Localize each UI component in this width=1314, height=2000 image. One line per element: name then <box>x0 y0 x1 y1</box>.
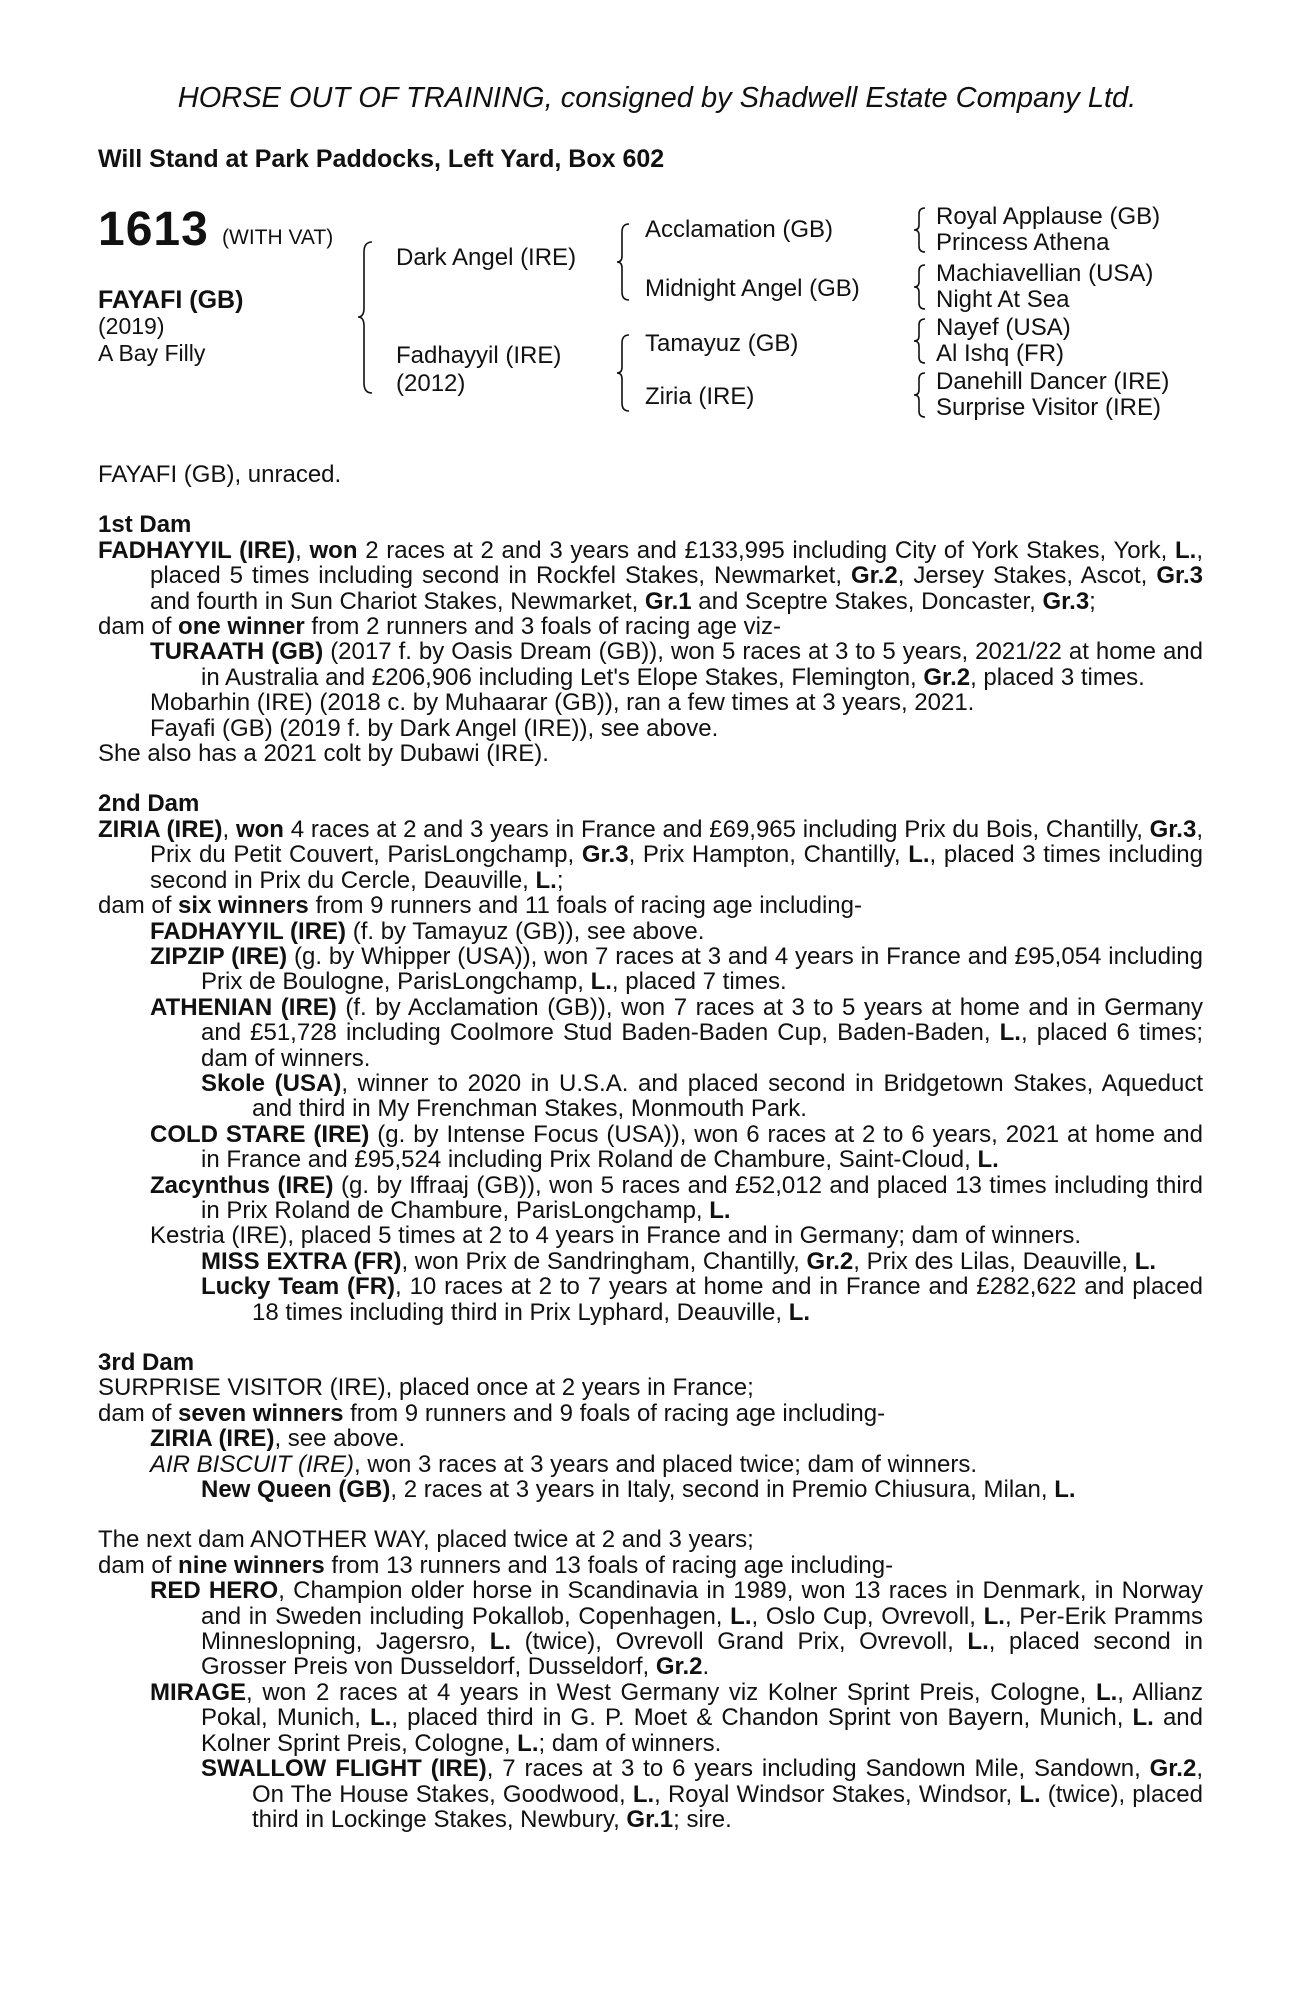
produce-sub-entry: New Queen (GB), 2 races at 3 years in Italy, second in Premio Chiusura, Milan, L. <box>201 1476 1076 1504</box>
first-dam-produce-summary: dam of one winner from 2 runners and 3 foals of racing age viz- <box>98 613 781 641</box>
pedigree-bracket-3 <box>617 333 633 413</box>
produce-entry: MIRAGE, won 2 races at 4 years in West Germany viz Kolner Sprint Preis, Cologne, L., Allianz Pokal, Munich, L., placed third in G. P. Moet & Chandon Sprint von Bayern, Munich, L. and Kolner Sprint Preis, Cologne, L.; dam of winners. <box>150 1678 1203 1757</box>
pedigree-g4: Night At Sea <box>936 286 1070 313</box>
pedigree-sire-sire: Acclamation (GB) <box>645 216 834 243</box>
produce-entry: ZIPZIP (IRE) (g. by Whipper (USA)), won 7 races at 3 and 4 years in France and £95,054 including Prix de Boulogne, ParisLongchamp, L., placed 7 times. <box>150 942 1203 996</box>
pedigree-bracket-6 <box>914 317 928 365</box>
pedigree-bracket-7 <box>914 371 928 419</box>
third-dam-produce-summary: dam of seven winners from 9 runners and 9 foals of racing age including- <box>98 1399 886 1427</box>
produce-entry: Mobarhin (IRE) (2018 c. by Muhaarar (GB)), ran a few times at 3 years, 2021. <box>150 689 975 717</box>
produce-entry: AIR BISCUIT (IRE), won 3 races at 3 years and placed twice; dam of winners. <box>150 1450 977 1478</box>
pedigree-dam-year: (2012) <box>396 370 466 397</box>
horse-name: FAYAFI (GB) <box>98 286 244 314</box>
pedigree-sire: Dark Angel (IRE) <box>396 244 577 271</box>
pedigree-bracket-5 <box>914 263 928 311</box>
page-title: HORSE OUT OF TRAINING, consigned by Shadwell Estate Company Ltd. <box>177 82 1137 114</box>
pedigree-g2: Princess Athena <box>936 229 1110 256</box>
pedigree-g5: Nayef (USA) <box>936 314 1071 341</box>
first-dam-heading: 1st Dam <box>98 511 192 539</box>
produce-sub-entry: Skole (USA), winner to 2020 in U.S.A. and placed second in Bridgetown Stakes, Aqueduct and third in My Frenchman Stakes, Monmouth Park. <box>201 1069 1203 1123</box>
pedigree-g1: Royal Applause (GB) <box>936 203 1161 230</box>
produce-entry: Kestria (IRE), placed 5 times at 2 to 4 years in France and in Germany; dam of winners. <box>150 1222 1082 1250</box>
second-dam-heading: 2nd Dam <box>98 790 200 818</box>
horse-description: A Bay Filly <box>98 340 206 366</box>
pedigree-dam-dam: Ziria (IRE) <box>645 383 755 410</box>
produce-sub-entry: MISS EXTRA (FR), won Prix de Sandringham, Chantilly, Gr.2, Prix des Lilas, Deauville, L. <box>201 1247 1157 1275</box>
lot-number: 1613 <box>98 203 209 256</box>
second-dam-record: ZIRIA (IRE), won 4 races at 2 and 3 years in France and £69,965 including Prix du Bois, Chantilly, Gr.3, Prix du Petit Couvert, ParisLongchamp, Gr.3, Prix Hampton, Chantilly, L., placed 3 times including second in Prix du Cercle, Deauville, L.; <box>98 815 1204 894</box>
produce-sub-entry: SWALLOW FLIGHT (IRE), 7 races at 3 to 6 years including Sandown Mile, Sandown, Gr.2, On The House Stakes, Goodwood, L., Royal Windsor Stakes, Windsor, L. (twice), placed third in Lockinge Stakes, Newbury, Gr.1; sire. <box>201 1755 1203 1833</box>
produce-entry: FADHAYYIL (IRE) (f. by Tamayuz (GB)), see above. <box>150 917 705 945</box>
first-dam-record: FADHAYYIL (IRE), won 2 races at 2 and 3 years and £133,995 including City of York Stakes, York, L., placed 5 times including second in Rockfel Stakes, Newmarket, Gr.2, Jersey Stakes, Ascot, Gr.3 and fourth in Sun Chariot Stakes, Newmarket, Gr.1 and Sceptre Stakes, Doncaster, Gr.3; <box>98 536 1204 615</box>
next-dam-produce-summary: dam of nine winners from 13 runners and 13 foals of racing age including- <box>98 1551 894 1579</box>
produce-entry: ZIRIA (IRE), see above. <box>150 1425 406 1453</box>
first-dam-also: She also has a 2021 colt by Dubawi (IRE). <box>98 740 549 768</box>
pedigree-bracket-4 <box>914 206 928 254</box>
next-dam-record: The next dam ANOTHER WAY, placed twice at 2 and 3 years; <box>98 1526 754 1554</box>
produce-entry: Fayafi (GB) (2019 f. by Dark Angel (IRE)), see above. <box>150 714 719 742</box>
produce-entry: RED HERO, Champion older horse in Scandinavia in 1989, won 13 races in Denmark, in Norway and in Sweden including Pokallob, Copenhagen, L., Oslo Cup, Ovrevoll, L., Per-Erik Pramms Minneslopning, Jagersro, L. (twice), Ovrevoll Grand Prix, Ovrevoll, L., placed second in Grosser Preis von Dusseldorf, Dusseldorf, Gr.2. <box>150 1577 1204 1681</box>
horse-year: (2019) <box>98 313 165 339</box>
pedigree-g3: Machiavellian (USA) <box>936 260 1154 287</box>
pedigree-g8: Surprise Visitor (IRE) <box>936 394 1161 421</box>
produce-entry: ATHENIAN (IRE) (f. by Acclamation (GB)), won 7 races at 3 to 5 years at home and in Germany and £51,728 including Coolmore Stud Baden-Baden Cup, Baden-Baden, L., placed 6 times; dam of winners. <box>150 993 1204 1072</box>
vat-note: (WITH VAT) <box>222 226 334 249</box>
pedigree-dam: Fadhayyil (IRE) <box>396 342 562 369</box>
produce-entry: COLD STARE (IRE) (g. by Intense Focus (USA)), won 6 races at 2 to 6 years, 2021 at home and in France and £95,524 including Prix Roland de Chambure, Saint-Cloud, L. <box>150 1120 1203 1174</box>
produce-sub-entry: Lucky Team (FR), 10 races at 2 to 7 years at home and in France and £282,622 and placed 18 times including third in Prix Lyphard, Deauville, L. <box>201 1273 1204 1326</box>
second-dam-produce-summary: dam of six winners from 9 runners and 11 foals of racing age including- <box>98 892 862 920</box>
pedigree-bracket-1 <box>360 240 380 395</box>
pedigree-g6: Al Ishq (FR) <box>936 340 1065 367</box>
produce-entry: TURAATH (GB) (2017 f. by Oasis Dream (GB)), won 5 races at 3 to 5 years, 2021/22 at home and in Australia and £206,906 including Let's Elope Stakes, Flemington, Gr.2, placed 3 times. <box>150 638 1203 691</box>
produce-entry: Zacynthus (IRE) (g. by Iffraaj (GB)), won 5 races and £52,012 and placed 13 times including third in Prix Roland de Chambure, ParisLongchamp, L. <box>150 1171 1203 1224</box>
pedigree-bracket-2 <box>617 222 633 302</box>
pedigree-dam-sire: Tamayuz (GB) <box>645 330 799 357</box>
pedigree-sire-dam: Midnight Angel (GB) <box>645 275 860 302</box>
third-dam-heading: 3rd Dam <box>98 1349 195 1376</box>
third-dam-record: SURPRISE VISITOR (IRE), placed once at 2 years in France; <box>98 1374 754 1402</box>
summary-line: FAYAFI (GB), unraced. <box>98 461 342 488</box>
catalogue-body <box>98 462 1203 1832</box>
stand-location: Will Stand at Park Paddocks, Left Yard, Box 602 <box>98 145 665 173</box>
pedigree-g7: Danehill Dancer (IRE) <box>936 368 1170 395</box>
